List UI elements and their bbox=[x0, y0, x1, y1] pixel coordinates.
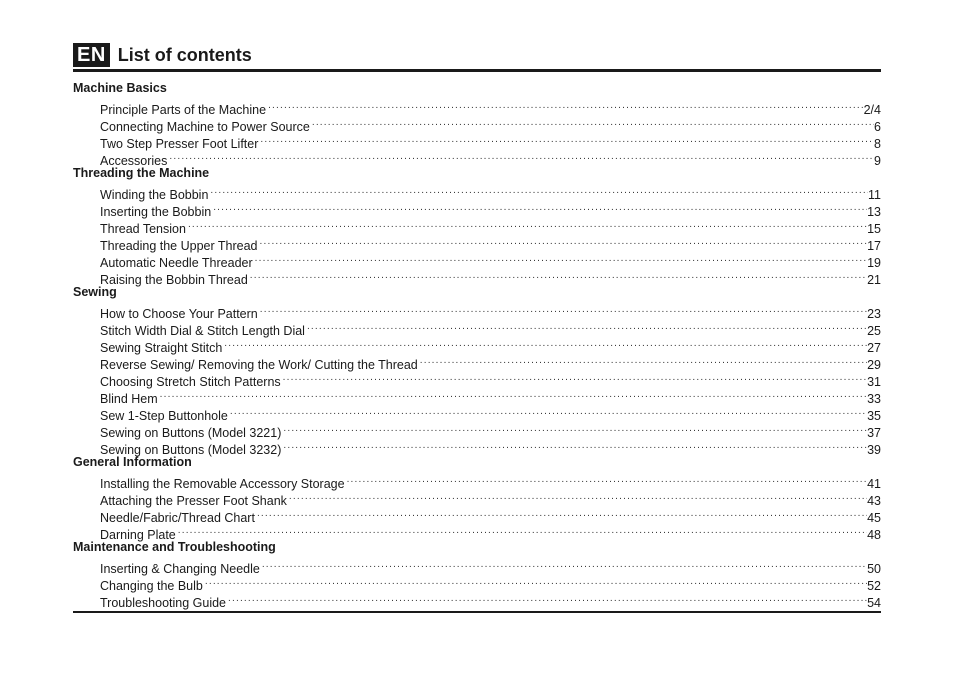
dot-leader bbox=[258, 131, 874, 148]
toc-entry[interactable] bbox=[73, 97, 881, 117]
dot-leader bbox=[211, 199, 867, 216]
toc-entry-page: 39 bbox=[867, 443, 881, 457]
dot-leader bbox=[281, 437, 867, 454]
dot-leader bbox=[266, 97, 864, 114]
toc-entry-label: Troubleshooting Guide bbox=[100, 596, 227, 610]
toc-entry-page: 45 bbox=[867, 511, 881, 525]
dot-leader bbox=[253, 250, 867, 267]
toc-entry-page: 35 bbox=[867, 409, 881, 423]
section-title: General Information bbox=[73, 455, 192, 469]
toc-entry-page: 33 bbox=[867, 392, 881, 406]
toc-entry-page: 48 bbox=[867, 528, 881, 542]
section-title: Machine Basics bbox=[73, 81, 167, 95]
toc-entry-page: 52 bbox=[867, 579, 881, 593]
dot-leader bbox=[305, 318, 867, 335]
toc-entry-page: 6 bbox=[874, 120, 881, 134]
toc-entry-page: 15 bbox=[867, 222, 881, 236]
toc-entry-label: Principle Parts of the Machine bbox=[100, 103, 267, 117]
toc-entry[interactable] bbox=[73, 216, 881, 236]
section-title: Threading the Machine bbox=[73, 166, 210, 180]
dot-leader bbox=[203, 573, 867, 590]
toc-entry-page: 41 bbox=[867, 477, 881, 491]
toc-entry-page: 13 bbox=[867, 205, 881, 219]
dot-leader bbox=[228, 403, 867, 420]
dot-leader bbox=[281, 420, 867, 437]
toc-entry-label: Winding the Bobbin bbox=[100, 188, 209, 202]
toc-entry-page: 11 bbox=[868, 188, 881, 202]
dot-leader bbox=[287, 488, 867, 505]
toc-entry-page: 31 bbox=[867, 375, 881, 389]
toc-entry-page: 50 bbox=[867, 562, 881, 576]
toc-entry-page: 17 bbox=[867, 239, 881, 253]
toc-entry[interactable] bbox=[73, 148, 881, 168]
toc-entry-label: Sewing Straight Stitch bbox=[100, 341, 223, 355]
dot-leader bbox=[226, 590, 867, 607]
toc-entry-label: Inserting & Changing Needle bbox=[100, 562, 260, 576]
dot-leader bbox=[258, 301, 867, 318]
toc-entry-label: Attaching the Presser Foot Shank bbox=[100, 494, 287, 508]
dot-leader bbox=[208, 182, 868, 199]
toc-entry-label: Sewing on Buttons (Model 3221) bbox=[100, 426, 282, 440]
dot-leader bbox=[222, 335, 867, 352]
dot-leader bbox=[186, 216, 867, 233]
toc-entry-page: 21 bbox=[867, 273, 881, 287]
toc-entry-label: Connecting Machine to Power Source bbox=[100, 120, 310, 134]
toc-entry-label: Raising the Bobbin Thread bbox=[100, 273, 248, 287]
toc-entry-page: 27 bbox=[867, 341, 881, 355]
dot-leader bbox=[167, 148, 874, 165]
toc-entry-page: 29 bbox=[867, 358, 881, 372]
toc-entry-label: Two Step Presser Foot Lifter bbox=[100, 137, 259, 151]
dot-leader bbox=[255, 505, 867, 522]
toc-entry-label: Automatic Needle Threader bbox=[100, 256, 253, 270]
table-of-contents bbox=[73, 80, 881, 610]
toc-entry-page: 2/4 bbox=[863, 103, 881, 117]
toc-entry[interactable] bbox=[73, 522, 881, 542]
toc-entry-label: Reverse Sewing/ Removing the Work/ Cutting the Thread bbox=[100, 358, 418, 372]
toc-entry[interactable] bbox=[73, 233, 881, 253]
toc-entry-label: Sew 1-Step Buttonhole bbox=[100, 409, 228, 423]
toc-entry[interactable] bbox=[73, 386, 881, 406]
toc-entry-page: 19 bbox=[867, 256, 881, 270]
dot-leader bbox=[345, 471, 868, 488]
page-header bbox=[73, 43, 881, 72]
toc-entry-label: How to Choose Your Pattern bbox=[100, 307, 258, 321]
toc-entry-page: 37 bbox=[867, 426, 881, 440]
toc-entry-label: Sewing on Buttons (Model 3232) bbox=[100, 443, 282, 457]
dot-leader bbox=[158, 386, 867, 403]
language-badge: EN bbox=[73, 43, 110, 67]
page-title: List of contents bbox=[117, 45, 252, 65]
toc-entry-label: Choosing Stretch Stitch Patterns bbox=[100, 375, 281, 389]
toc-entry-label: Threading the Upper Thread bbox=[100, 239, 258, 253]
toc-entry-label: Needle/Fabric/Thread Chart bbox=[100, 511, 255, 525]
dot-leader bbox=[418, 352, 867, 369]
toc-entry[interactable] bbox=[73, 471, 881, 491]
dot-leader bbox=[248, 267, 867, 284]
toc-entry-label: Darning Plate bbox=[100, 528, 176, 542]
toc-entry-label: Installing the Removable Accessory Storage bbox=[100, 477, 345, 491]
toc-entry-page: 9 bbox=[874, 154, 881, 168]
dot-leader bbox=[260, 556, 867, 573]
toc-entry-label: Inserting the Bobbin bbox=[100, 205, 212, 219]
toc-entry-page: 54 bbox=[867, 596, 881, 610]
toc-entry-page: 23 bbox=[867, 307, 881, 321]
toc-entry-page: 8 bbox=[874, 137, 881, 151]
toc-entry[interactable] bbox=[73, 556, 881, 576]
toc-entry-label: Stitch Width Dial & Stitch Length Dial bbox=[100, 324, 305, 338]
toc-entry-label: Accessories bbox=[100, 154, 168, 168]
toc-entry-label: Thread Tension bbox=[100, 222, 186, 236]
toc-entry-page: 43 bbox=[867, 494, 881, 508]
dot-leader bbox=[176, 522, 867, 539]
toc-entry-page: 25 bbox=[867, 324, 881, 338]
toc-page bbox=[73, 43, 881, 613]
toc-entry-label: Blind Hem bbox=[100, 392, 158, 406]
toc-entry-label: Changing the Bulb bbox=[100, 579, 203, 593]
dot-leader bbox=[310, 114, 874, 131]
toc-entry[interactable] bbox=[73, 301, 881, 321]
toc-entry[interactable] bbox=[73, 182, 881, 202]
dot-leader bbox=[258, 233, 868, 250]
section-title: Sewing bbox=[73, 285, 117, 299]
toc-entry[interactable] bbox=[73, 403, 881, 423]
dot-leader bbox=[281, 369, 867, 386]
section-title: Maintenance and Troubleshooting bbox=[73, 540, 276, 554]
